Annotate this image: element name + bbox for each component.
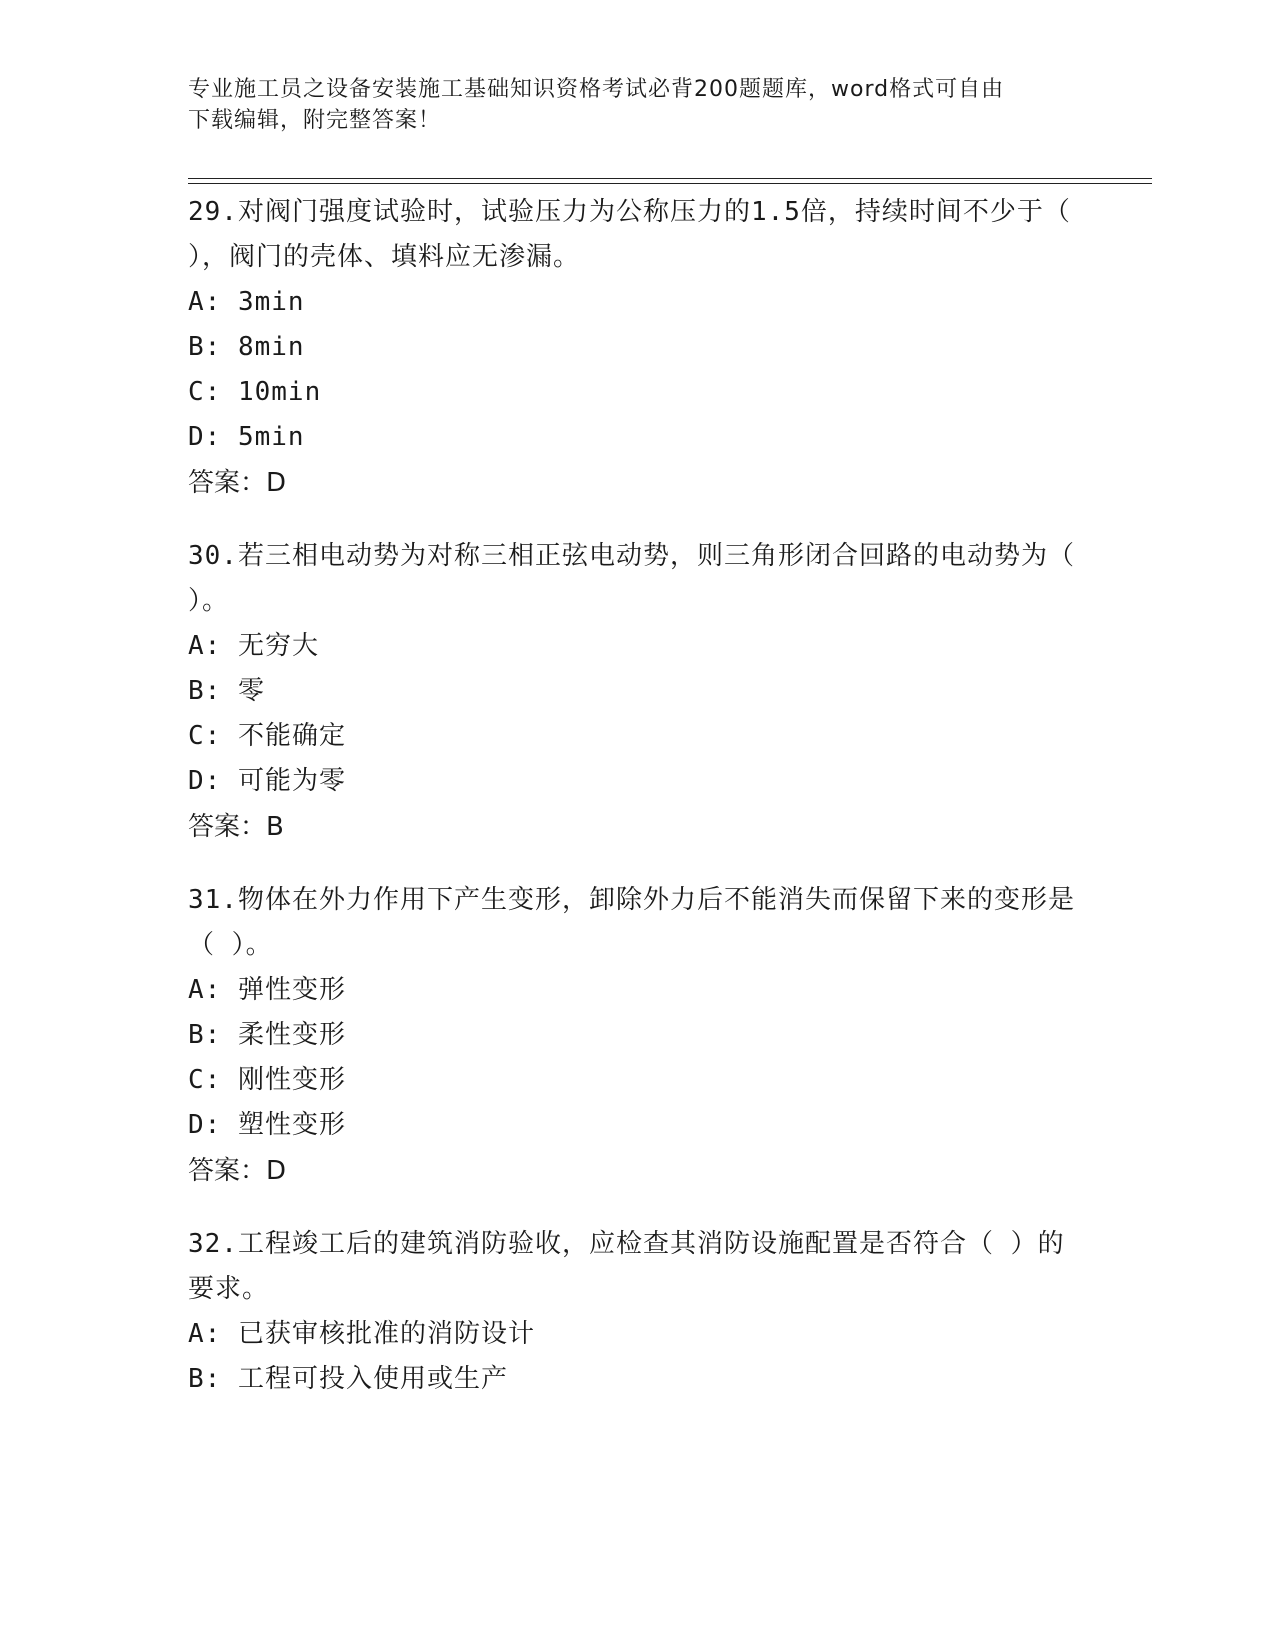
question-text: 31.物体在外力作用下产生变形，卸除外力后不能消失而保留下来的变形是（ ）。 <box>188 885 1075 960</box>
option-b: B: 工程可投入使用或生产 <box>188 1364 508 1394</box>
answer-label: 答案：B <box>188 812 284 842</box>
question-text: 30.若三相电动势为对称三相正弦电动势，则三角形闭合回路的电动势为（ ）。 <box>188 541 1092 616</box>
option-d: D: 塑性变形 <box>188 1110 346 1140</box>
header-divider-bottom <box>188 183 1152 184</box>
option-a: A: 已获审核批准的消防设计 <box>188 1319 535 1349</box>
option-a: A: 无穷大 <box>188 631 319 661</box>
answer-label: 答案：D <box>188 1156 287 1186</box>
question-32 <box>188 1222 1088 1402</box>
option-c: C: 10min <box>188 377 322 407</box>
question-30 <box>188 534 1092 850</box>
question-29 <box>188 190 1088 506</box>
question-31 <box>188 878 1088 1194</box>
option-b: B: 零 <box>188 676 265 706</box>
header-line-2: 下载编辑，附完整答案！ <box>188 108 442 133</box>
question-text: 32.工程竣工后的建筑消防验收，应检查其消防设施配置是否符合（ ）的要求。 <box>188 1229 1065 1304</box>
question-list <box>188 190 1092 1430</box>
option-c: C: 刚性变形 <box>188 1065 346 1095</box>
option-d: D: 可能为零 <box>188 766 346 796</box>
option-b: B: 柔性变形 <box>188 1020 346 1050</box>
question-text: 29.对阀门强度试验时，试验压力为公称压力的1.5倍，持续时间不少于（ ），阀门的壳体、填料应无渗漏。 <box>188 197 1088 272</box>
header-divider-top <box>188 178 1152 179</box>
option-a: A: 弹性变形 <box>188 975 346 1005</box>
header-line-1: 专业施工员之设备安装施工基础知识资格考试必背200题题库，word格式可自由 <box>188 77 1005 102</box>
option-a: A: 3min <box>188 287 305 317</box>
document-header <box>188 74 1088 136</box>
option-b: B: 8min <box>188 332 305 362</box>
option-c: C: 不能确定 <box>188 721 346 751</box>
answer-label: 答案：D <box>188 468 287 498</box>
option-d: D: 5min <box>188 422 305 452</box>
